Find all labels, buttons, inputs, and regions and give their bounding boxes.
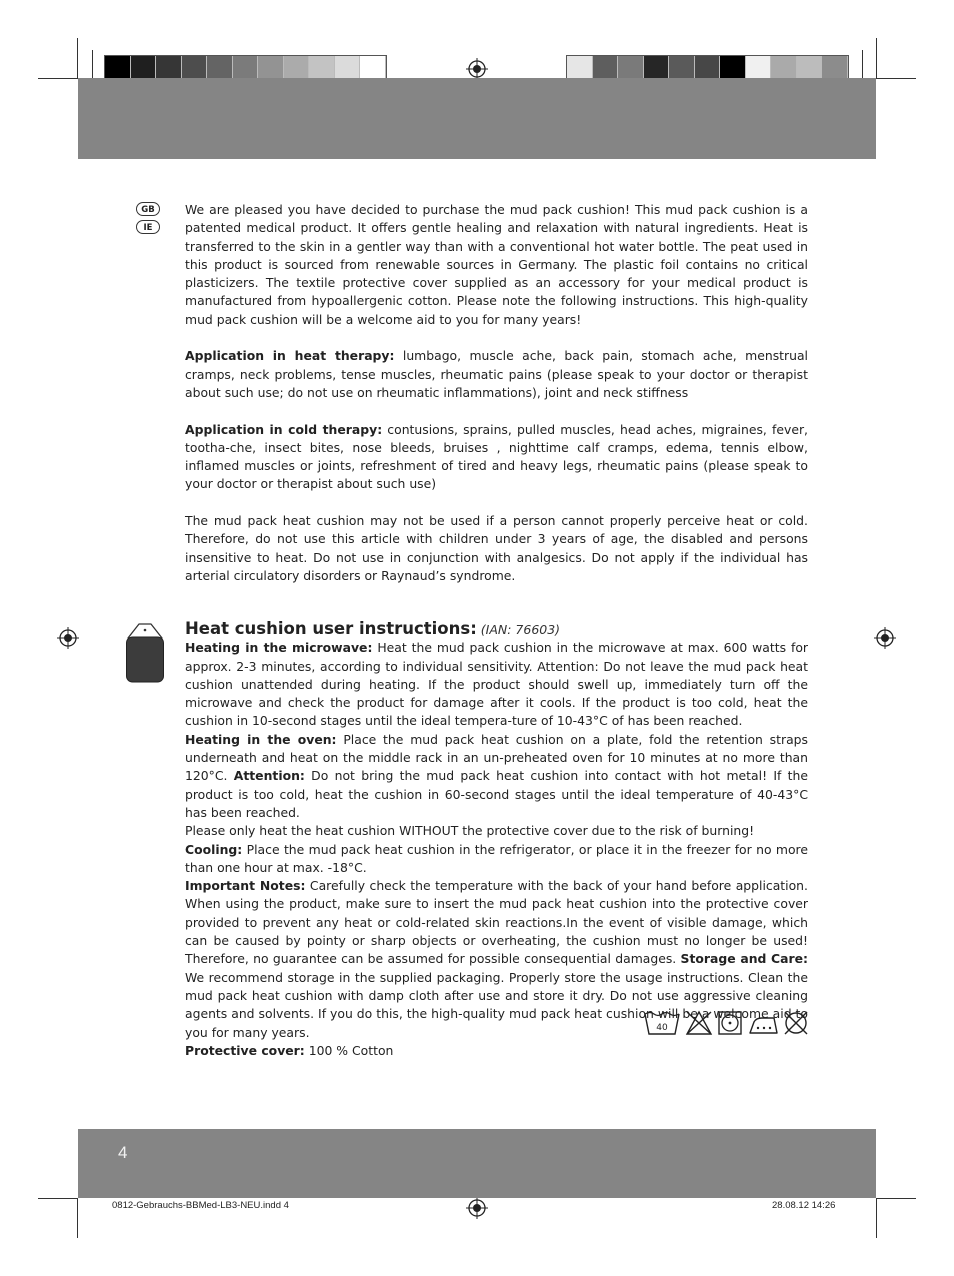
registration-target-icon-left (57, 627, 79, 649)
no-dry-clean-icon (782, 1010, 810, 1036)
registration-target-icon-top (466, 58, 488, 80)
oven-label: Heating in the oven: (185, 731, 337, 747)
color-swatch-bar-left (104, 55, 387, 80)
microwave-paragraph (185, 639, 808, 730)
lang-badge-ie: IE (136, 220, 160, 234)
registration-target-icon-bottom (466, 1197, 488, 1219)
header-band (78, 78, 876, 159)
tumble-dry-icon (717, 1010, 743, 1036)
heat-therapy-text: lumbago, muscle ache, back pain, stomach ache, menstrual cramps, neck problems, tense muscles, rheumatic pains (please speak to your doctor or therapist about such use; do not use on rheumatic inflammations), joint and neck stiffness (185, 348, 808, 400)
intro-paragraph: We are pleased you have decided to purchase the mud pack cushion! This mud pack cushion is a patented medical product. It offers gentle healing and relaxation with natural ingredients. Heat is transferred to the skin in a gentler way than with a conventional hot water bottle. The peat used in this product is sourced from renewable sources in Germany. The plastic foil contains no critical plasticizers. The textile protective cover supplied as an accessory for your medical product is manufactured from hypoallergenic cotton. Please note the following instructions. This high-quality mud pack cushion will be a welcome aid to you for many years! (185, 202, 808, 327)
footer-file-name: 0812-Gebrauchs-BBMed-LB3-NEU.indd 4 (112, 1200, 289, 1211)
oven-text: Place the mud pack heat cushion on a plate, fold the retention straps underneath and heat on the middle rack in an un-preheated oven for 10 minutes at no more than 120°C. (185, 731, 808, 784)
storage-label: Storage and Care: (680, 951, 808, 967)
care-symbols (644, 1010, 810, 1036)
protective-cover-paragraph (185, 1042, 808, 1060)
instructions-section (185, 619, 808, 1060)
attention-label: Attention: (233, 768, 305, 784)
protective-cover-label: Protective cover: (185, 1042, 305, 1058)
cold-therapy-paragraph (185, 421, 808, 494)
notes-label: Important Notes: (185, 878, 306, 894)
warning-paragraph: The mud pack heat cushion may not be used if a person cannot properly perceive heat or cold. Therefore, do not use this article with children under 3 years of age, the disabled and persons insensitive to heat. Do not use in conjunction with analgesics. Do not apply if the individual has arterial circulatory disorders or Raynaud’s syndrome. (185, 513, 808, 583)
footer-date: 28.08.12 14:26 (772, 1200, 836, 1211)
color-swatch-bar-right (566, 55, 849, 80)
iron-icon (748, 1010, 780, 1036)
mud-pack-cushion-icon (125, 622, 165, 684)
no-bleach-icon (685, 1010, 713, 1036)
cooling-label: Cooling: (185, 841, 243, 857)
microwave-label: Heating in the microwave: (185, 640, 373, 656)
attention-text: Do not bring the mud pack heat cushion into contact with hot metal! If the product is too cold, heat the cushion in 60-second stages until the ideal temperature of 40-43°C has been reached. (185, 768, 809, 820)
intro-section (185, 201, 808, 585)
oven-paragraph (185, 731, 808, 822)
wash-temp-label: 40 (656, 1023, 668, 1033)
page-number: 4 (118, 1143, 128, 1162)
registration-target-icon-right (874, 627, 896, 649)
wash-40-icon (644, 1010, 680, 1036)
cooling-text: Place the mud pack heat cushion in the refrigerator, or place it in the freezer for no more than one hour at max. -18°C. (185, 841, 808, 875)
lang-badge-gb: GB (136, 202, 160, 216)
cold-therapy-text: contusions, sprains, pulled muscles, head aches, migraines, fever, tootha-che, insect bites, nose bleeds, bruises , nighttime calf cramps, edema, tennis elbow, inflamed muscles or joints, refreshment of tired and heavy legs, rheumatic pains (please speak to your doctor or therapist about such use) (185, 421, 808, 492)
heat-therapy-label: Application in heat therapy: (185, 348, 395, 364)
ian-number: (IAN: 76603) (480, 622, 561, 637)
protective-cover-text: 100 % Cotton (304, 1042, 394, 1058)
instructions-heading (185, 619, 808, 639)
storage-text: We recommend storage in the supplied packaging. Properly store the usage instructions. Clean the mud pack heat cushion with damp cloth after use and store it dry. Do not use aggressive cleaning agents and solvents. If you do this, the high-quality mud pack heat cushion will be a welcome aid to you for many years. (185, 969, 808, 1040)
footer-band (78, 1129, 876, 1198)
cooling-paragraph (185, 841, 808, 878)
cold-therapy-label: Application in cold therapy: (185, 421, 383, 437)
microwave-text: Heat the mud pack cushion in the microwave at max. 600 watts for approx. 2-3 minutes, according to individual sensitivity. Attention: Do not leave the mud pack heat cushion unattended during heating. If the product should swell up, immediately turn off the microwave and check the product for damage after it cools. If the product is too cold, heat the cushion in 10-second stages until the ideal tempera-ture of 10-43°C of has been reached. (185, 640, 808, 729)
heat-therapy-paragraph (185, 347, 808, 402)
instructions-title: Heat cushion user instructions: (185, 619, 477, 638)
cover-warning: Please only heat the heat cushion WITHOUT the protective cover due to the risk of burning! (185, 823, 755, 839)
notes-text: Carefully check the temperature with the back of your hand before application. When using the product, make sure to insert the mud pack heat cushion into the protective cover provided to prevent any heat or cold-related skin reactions.In the event of visible damage, which can be caused by pointy or sharp objects or overheating, the cushion must no longer be used! Therefore, no guarantee can be assumed for possible consequential damages. (185, 878, 808, 967)
